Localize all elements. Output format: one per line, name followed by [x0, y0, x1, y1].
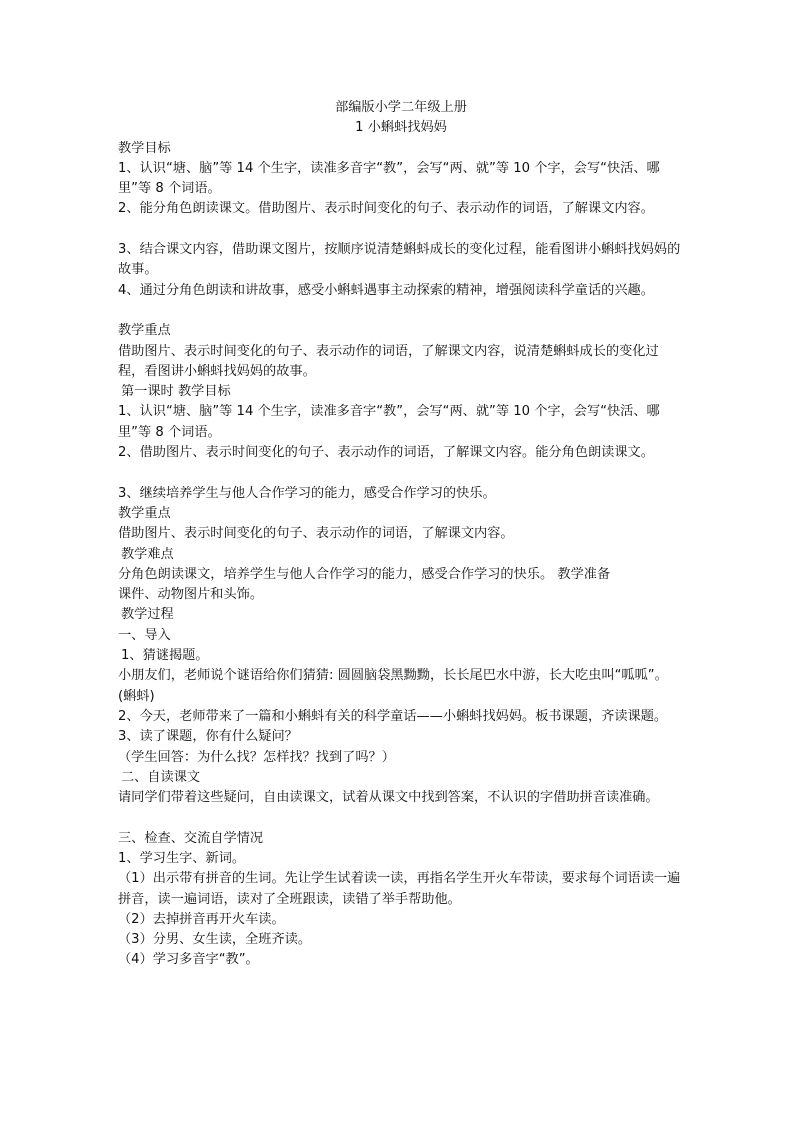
section-1-heading: 一、导入: [118, 627, 171, 643]
blank-line: [118, 808, 684, 828]
blank-line: [118, 220, 684, 240]
difficulty-text: 分角色朗读课文，培养学生与他人合作学习的能力，感受合作学习的快乐。 教学准备: [118, 566, 611, 582]
teaching-focus-text: 借助图片、表示时间变化的句子、表示动作的词语，了解课文内容，说清楚蝌蚪成长的变化过程，看图讲小蝌蚪找妈妈的故事。: [118, 343, 659, 379]
heading-first-lesson-focus: 教学重点: [118, 505, 171, 521]
preparation-text: 课件、动物图片和头饰。: [118, 587, 264, 603]
step-2: 2、今天，老师带来了一篇和小蝌蚪有关的科学童话——小蝌蚪找妈妈。板书课题，齐读课题。: [118, 708, 668, 724]
substep-4: （4）学习多音字“教”。: [118, 952, 259, 968]
heading-teaching-goals: 教学目标: [118, 140, 171, 156]
document-body: [118, 98, 684, 971]
first-lesson-goal-2: 2、借助图片、表示时间变化的句子、表示动作的词语，了解课文内容。能分角色朗读课文。: [118, 445, 654, 461]
section-2-text: 请同学们带着这些疑问，自由读课文，试着从课文中找到答案，不认识的字借助拼音读准确。: [118, 790, 659, 806]
heading-teaching-process: 教学过程: [121, 607, 174, 623]
substep-1: （1）出示带有拼音的生词。先让学生试着读一读，再指名学生开火车带读，要求每个词语读一遍拼音，读一遍词语，读对了全班跟读，读错了举手帮助他。: [118, 871, 681, 907]
step-riddle: 1、猜谜揭题。: [121, 648, 209, 664]
blank-line: [118, 463, 684, 483]
lesson-title: 1 小蝌蚪找妈妈: [355, 120, 447, 136]
section-2-heading: 二、自读课文: [121, 769, 201, 785]
section-3-heading: 三、检查、交流自学情况: [118, 830, 264, 846]
document-title: 部编版小学二年级上册: [335, 100, 467, 115]
heading-first-lesson-goals: 第一课时 教学目标: [121, 384, 231, 400]
goal-1: 1、认识“塘、脑”等 14 个生字，读准多音字“教”，会写“两、就”等 10 个字，会写“快活、哪里”等 8 个词语。: [118, 160, 660, 197]
section-3-step-1: 1、学习生字、新词。: [118, 850, 246, 866]
goal-4: 4、通过分角色朗读和讲故事，感受小蝌蚪遇事主动探索的精神，增强阅读科学童话的兴趣。: [118, 282, 654, 298]
goal-3: 3、结合课文内容，借助课文图片，按顺序说清楚蝌蚪成长的变化过程，能看图讲小蝌蚪找妈妈的故事。: [118, 242, 681, 278]
heading-difficulty: 教学难点: [121, 546, 174, 562]
student-answer: （学生回答：为什么找？怎样找？找到了吗？）: [118, 749, 395, 765]
first-lesson-goal-3: 3、继续培养学生与他人合作学习的能力，感受合作学习的快乐。: [118, 485, 496, 501]
riddle-text: 小朋友们，老师说个谜语给你们猜猜: 圆圆脑袋黑黝黝，长长尾巴水中游，长大吃虫叫“呱呱”。(蝌蚪): [118, 668, 668, 704]
goal-2: 2、能分角色朗读课文。借助图片、表示时间变化的句子、表示动作的词语，了解课文内容。: [118, 201, 654, 217]
first-lesson-focus-text: 借助图片、表示时间变化的句子、表示动作的词语，了解课文内容。: [118, 526, 514, 542]
substep-3: （3）分男、女生读，全班齐读。: [118, 932, 312, 948]
substep-2: （2）去掉拼音再开火车读。: [118, 911, 285, 927]
blank-line: [118, 301, 684, 321]
heading-teaching-focus: 教学重点: [118, 323, 171, 339]
first-lesson-goal-1: 1、认识“塘、脑”等 14 个生字，读准多音字“教”，会写“两、就”等 10 个字，会写“快活、哪里”等 8 个词语。: [118, 404, 660, 440]
step-3: 3、读了课题，你有什么疑问？: [118, 729, 298, 745]
